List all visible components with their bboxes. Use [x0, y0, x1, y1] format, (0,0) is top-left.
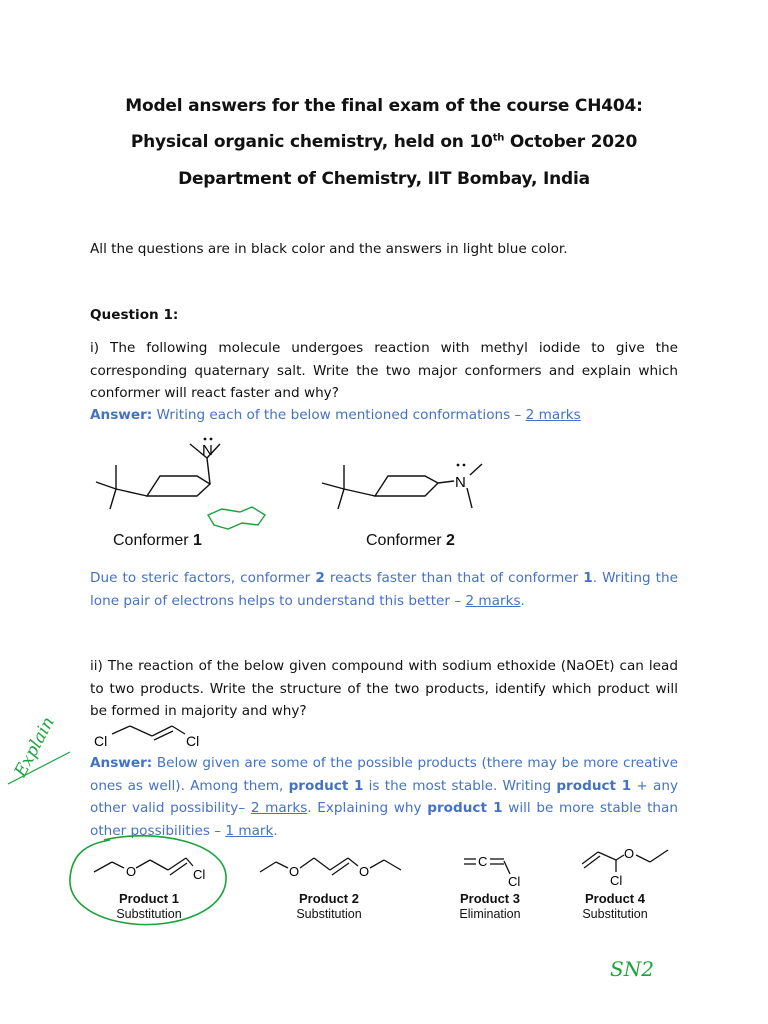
question-1-part-i: i) The following molecule undergoes reaction with methyl iodide to give the corresponding quaternary salt. Write the two major conformers and explain which conformer will react faster and why?: [90, 340, 678, 401]
conformer-2-structure: [320, 455, 490, 535]
title-line-2: Physical organic chemistry, held on 10th October 2020: [130, 132, 638, 152]
title-line-1: Model answers for the final exam of the course CH404:: [125, 96, 643, 116]
product-1-label: Product 1 Substitution: [116, 891, 182, 921]
conformer-2-label: Conformer 2: [366, 532, 455, 549]
svg-text:N: N: [202, 442, 213, 459]
handwritten-sn2-note: [606, 950, 666, 986]
question-1-part-ii: ii) The reaction of the below given compound with sodium ethoxide (NaOEt) can lead to two products. Write the structure of the two products, identify which product will be formed in majority and why?: [90, 658, 678, 719]
product-4-label: Product 4 Substitution: [582, 891, 648, 921]
reactant-structure: [92, 724, 212, 754]
svg-text:O: O: [289, 864, 300, 879]
conformer-1-label: Conformer 1: [113, 532, 202, 549]
answer-1-ii: Answer: Below given are some of the possible products (there may be more creative ones as well). Among them, product 1 is the most stable. Writing product 1 + any other valid possibility– 2 marks. Explaining why product 1 will be more stable than other possibilities – 1 mark.: [90, 755, 678, 839]
title-line-3: Department of Chemistry, IIT Bombay, India: [178, 169, 590, 189]
answer-1-i: Answer: Writing each of the below mentioned conformations – 2 marks: [90, 407, 581, 423]
svg-text:O: O: [624, 846, 635, 861]
svg-text:O: O: [126, 864, 137, 879]
product-3-label: Product 3 Elimination: [459, 891, 521, 921]
svg-text:Cl: Cl: [94, 733, 108, 749]
svg-text:Cl: Cl: [193, 867, 206, 882]
handwritten-circle-product-1: [64, 832, 234, 932]
answer-1-i-explanation: Due to steric factors, conformer 2 reacts faster than that of conformer 1. Writing the lone pair of electrons helps to understand this better – 2 marks.: [90, 570, 678, 609]
svg-text:Cl: Cl: [186, 733, 200, 749]
intro-text: All the questions are in black color and the answers in light blue color.: [90, 241, 568, 257]
svg-text:Cl: Cl: [610, 873, 623, 888]
product-2-structure: [256, 846, 406, 886]
svg-text:O: O: [359, 864, 370, 879]
product-2-label: Product 2 Substitution: [296, 891, 362, 921]
handwritten-chair-sketch: [202, 503, 272, 533]
question-1-heading: Question 1:: [90, 307, 179, 323]
svg-text:N: N: [455, 474, 466, 491]
handwritten-margin-note: [2, 712, 72, 792]
product-3-structure: [460, 850, 540, 890]
conformer-1-structure: [92, 432, 222, 512]
svg-text:Explain: Explain: [10, 713, 59, 781]
svg-text:SN2: SN2: [610, 957, 654, 981]
svg-text:Cl: Cl: [508, 874, 521, 889]
svg-text:C: C: [478, 854, 488, 869]
product-4-structure: [578, 842, 678, 888]
